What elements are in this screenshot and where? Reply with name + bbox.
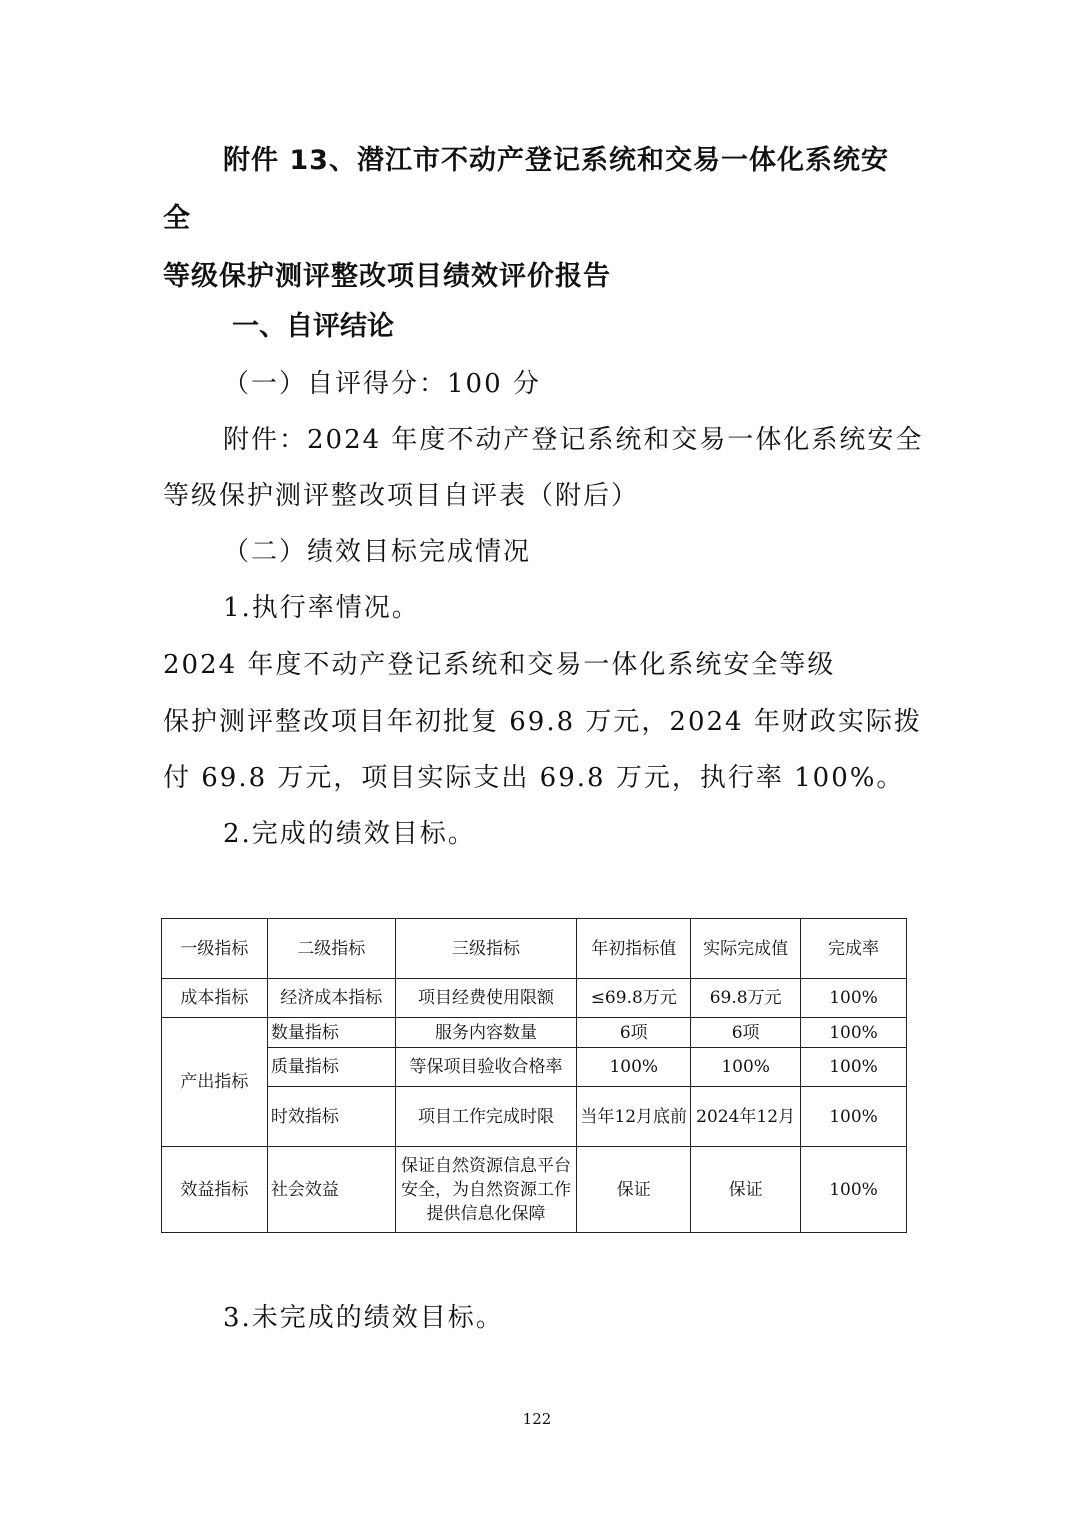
table-cell: ≤69.8万元: [577, 979, 691, 1018]
table-cell: 社会效益: [267, 1147, 395, 1233]
attachment-line-2: 等级保护测评整改项目自评表（附后）: [163, 481, 640, 511]
header-cell: 二级指标: [267, 919, 395, 979]
uncompleted-goals-heading: 3.未完成的绩效目标。: [223, 1303, 504, 1333]
table-cell: 6项: [577, 1018, 691, 1048]
table-row: [162, 1147, 907, 1233]
table-cell: 100%: [801, 979, 907, 1018]
table-row: [162, 1087, 907, 1147]
table-cell: 100%: [691, 1048, 801, 1087]
table-row: [162, 1048, 907, 1087]
title-line-2: 等级保护测评整改项目绩效评价报告: [163, 261, 611, 292]
table-cell: 保证: [691, 1147, 801, 1233]
table-cell: 质量指标: [267, 1048, 395, 1087]
performance-table: [161, 918, 907, 1233]
table-cell: 100%: [801, 1147, 907, 1233]
header-cell: 实际完成值: [691, 919, 801, 979]
table-cell: 效益指标: [162, 1147, 268, 1233]
table-cell: 项目经费使用限额: [395, 979, 577, 1018]
header-cell: 完成率: [801, 919, 907, 979]
header-cell: 三级指标: [395, 919, 577, 979]
table-cell: 6项: [691, 1018, 801, 1048]
table-cell: 项目工作完成时限: [395, 1087, 577, 1147]
table-cell: 2024年12月: [691, 1087, 801, 1147]
table-cell: 服务内容数量: [395, 1018, 577, 1048]
table-row: [162, 1018, 907, 1048]
table-cell: 69.8万元: [691, 979, 801, 1018]
title-line-1: 附件 13、潜江市不动产登记系统和交易一体化系统安全: [163, 145, 889, 234]
table-cell: 100%: [577, 1048, 691, 1087]
table-cell: 100%: [801, 1018, 907, 1048]
table-cell: 100%: [801, 1048, 907, 1087]
table-cell: 100%: [801, 1087, 907, 1147]
goals-subheading: （二）绩效目标完成情况: [223, 537, 532, 567]
completed-goals-heading: 2.完成的绩效目标。: [223, 819, 476, 849]
table-header-row: [162, 919, 907, 979]
table-cell: 经济成本指标: [267, 979, 395, 1018]
score-subheading: （一）自评得分：100 分: [223, 369, 541, 399]
execution-paragraph-line-1: 2024 年度不动产登记系统和交易一体化系统安全等级: [163, 650, 836, 680]
table-cell: 当年12月底前: [577, 1087, 691, 1147]
table-cell: 保证自然资源信息平台安全，为自然资源工作提供信息化保障: [395, 1147, 577, 1233]
table-cell: 时效指标: [267, 1087, 395, 1147]
table-cell: 成本指标: [162, 979, 268, 1018]
document-title: [163, 132, 913, 306]
execution-paragraph-line-3: 付 69.8 万元，项目实际支出 69.8 万元，执行率 100%。: [163, 763, 905, 793]
section-heading: 一、自评结论: [232, 311, 394, 342]
table-cell: 数量指标: [267, 1018, 395, 1048]
header-cell: 年初指标值: [577, 919, 691, 979]
execution-paragraph-line-2: 保护测评整改项目年初批复 69.8 万元，2024 年财政实际拨: [163, 707, 922, 737]
attachment-line-1: 附件：2024 年度不动产登记系统和交易一体化系统安全: [223, 425, 924, 455]
header-cell: 一级指标: [162, 919, 268, 979]
table-cell: 产出指标: [162, 1018, 268, 1147]
table-row: [162, 979, 907, 1018]
table-cell: 等保项目验收合格率: [395, 1048, 577, 1087]
execution-rate-heading: 1.执行率情况。: [223, 593, 420, 623]
page-number: 122: [522, 1410, 552, 1428]
table-cell: 保证: [577, 1147, 691, 1233]
